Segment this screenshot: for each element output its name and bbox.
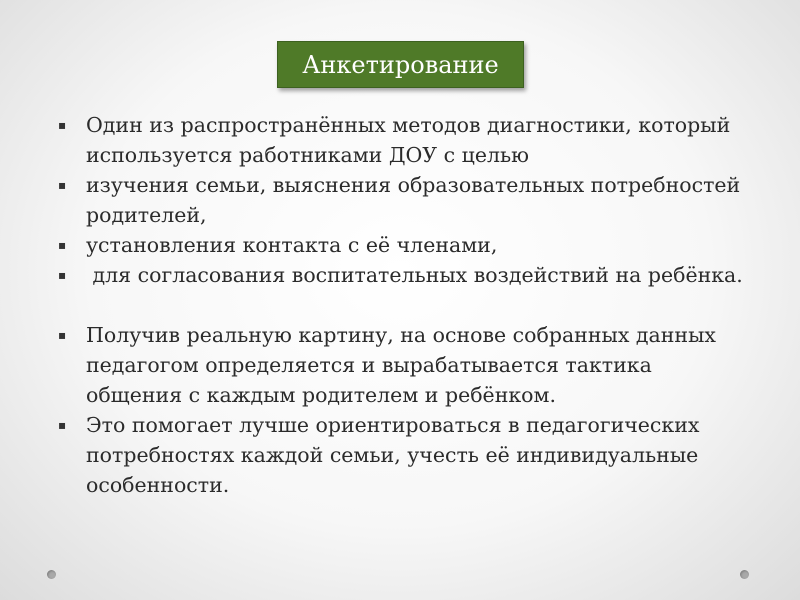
corner-dot-left [47,570,56,579]
bullet-text-1: Один из распространённых методов диагностики, который используется работниками ДОУ с целью [86,113,731,167]
bullet-item-1 [58,110,748,170]
corner-dot-right [740,570,749,579]
bullet-text-6: Это помогает лучше ориентироваться в педагогических потребностях каждой семьи, учесть её индивидуальные особенности. [86,413,700,497]
bullet-icon: ▪ [58,328,67,342]
bullet-item-4 [58,260,748,290]
bullet-text-2: изучения семьи, выяснения образовательных потребностей родителей, [86,173,741,227]
bullet-icon: ▪ [58,268,67,282]
slide-title: Анкетирование [277,41,524,88]
bullet-list [58,110,748,500]
bullet-icon: ▪ [58,118,67,132]
bullet-spacer [58,290,748,320]
bullet-item-3 [58,230,748,260]
bullet-icon: ▪ [58,238,67,252]
bullet-icon: ▪ [58,418,67,432]
bullet-item-5 [58,320,748,410]
bullet-item-6 [58,410,748,500]
bullet-text-3: установления контакта с её членами, [86,233,498,257]
bullet-text-5: Получив реальную картину, на основе собранных данных педагогом определяется и вырабатывается тактика общения с каждым родителем и ребёнком. [86,323,716,407]
bullet-text-4: для согласования воспитательных воздействий на ребёнка. [86,263,743,287]
bullet-item-2 [58,170,748,230]
bullet-icon: ▪ [58,178,67,192]
